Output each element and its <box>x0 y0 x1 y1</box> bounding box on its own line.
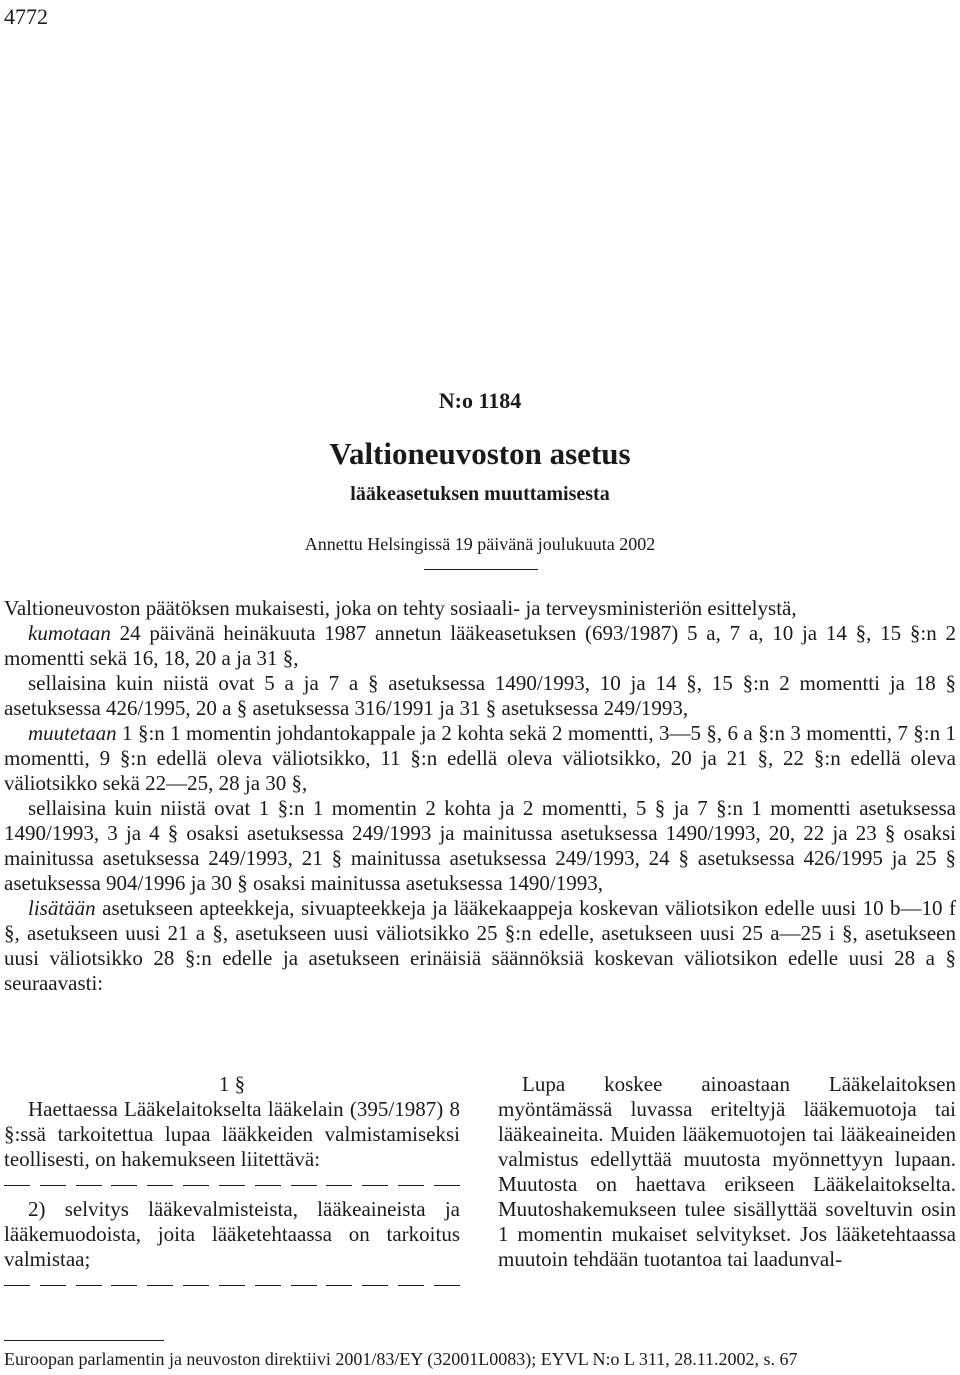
document-subtitle: lääkeasetuksen muuttamisesta <box>350 483 610 505</box>
omission-dashes <box>4 1172 460 1197</box>
repeal-keyword: kumotaan <box>28 621 111 645</box>
document-dateline: Annettu Helsingissä 19 päivänä joulukuuta 2002 <box>304 534 656 554</box>
amend-keyword: muutetaan <box>28 721 117 745</box>
section-paragraph: Haettaessa Lääkelaitokselta lääkelain (395/1987) 8 §:ssä tarkoitettua lupaa lääkkeiden valmistamiseksi teollisesti, on hakemukseen liitettävä: <box>4 1097 460 1171</box>
amend-text: 1 §:n 1 momentin johdantokappale ja 2 kohta sekä 2 momentti, 3—5 §, 6 a §:n 3 momentti, 7 §:n 1 momentti, 9 §:n edellä oleva väliotsikko, 11 §:n edellä oleva väliotsikko, 20 ja 21 §, 22 §:n edellä oleva väliotsikko sekä 22—25, 28 ja 30 §, <box>4 721 956 795</box>
omission-dashes <box>4 1272 460 1297</box>
amend-amendments-paragraph: sellaisina kuin niistä ovat 1 §:n 1 momentin 2 kohta ja 2 momentti, 5 § ja 7 §:n 1 momentti asetuksessa 1490/1993, 3 ja 4 § osaksi asetuksessa 249/1993 ja mainitussa asetuksessa 1490/1993, 20, 22 ja 23 § osaksi mainitussa asetuksessa 249/1993, 21 § mainitussa asetuksessa 249/1993, 24 § asetuksessa 426/1995 ja 25 § asetuksessa 904/1996 ja 30 § osaksi mainitussa asetuksessa 1490/1993, <box>4 796 956 895</box>
preamble-paragraph: Valtioneuvoston päätöksen mukaisesti, joka on tehty sosiaali- ja terveysministeriön esittelystä, <box>4 596 797 620</box>
section-heading: 1 § <box>218 1072 246 1096</box>
amend-paragraph <box>4 721 956 796</box>
footnote-divider <box>4 1340 164 1341</box>
section-item-2: 2) selvitys lääkevalmisteista, lääkeaineista ja lääkemuodoista, joita lääketehtaassa on tarkoitus valmistaa; <box>4 1197 460 1271</box>
document-title: Valtioneuvoston asetus <box>329 436 631 471</box>
repeal-amendments-paragraph: sellaisina kuin niistä ovat 5 a ja 7 a § asetuksessa 1490/1993, 10 ja 14 §, 15 §:n 2 momentti ja 18 § asetuksessa 426/1995, 20 a § asetuksessa 316/1991 ja 31 § asetuksessa 249/1993, <box>4 671 956 720</box>
preamble <box>4 596 956 996</box>
add-text: asetukseen apteekkeja, sivuapteekkeja ja lääkekaappeja koskevan väliotsikon edelle uusi 10 b—10 f §, asetukseen uusi 21 a §, asetukseen uusi väliotsikko 25 §:n edelle, asetukseen uusi 25 a—25 i §, asetukseen uusi väliotsikko 28 §:n edelle ja asetukseen erinäisiä säännöksiä koskevan väliotsikon edelle uusi 28 a § seuraavasti: <box>4 896 956 995</box>
document-number: N:o 1184 <box>438 388 522 413</box>
license-paragraph: Lupa koskee ainoastaan Lääkelaitoksen myöntämässä luvassa eriteltyjä lääkemuotoja tai lääkeaineita. Muiden lääkemuotojen tai lääkeaineiden valmistus edellyttää muutosta myönnettyyn lupaan. Muutosta on haettava erikseen Lääkelaitokselta. Muutoshakemukseen tulee sisällyttää soveltuvin osin 1 momentin mukaiset selvitykset. Jos lääketehtaassa muutoin tehdään tuotantoa tai laadunval- <box>498 1072 956 1271</box>
footnote: Euroopan parlamentin ja neuvoston direktiivi 2001/83/EY (32001L0083); EYVL N:o L 311, 28.11.2002, s. 67 <box>4 1349 798 1369</box>
add-keyword: lisätään <box>28 896 96 920</box>
right-column <box>498 1072 956 1272</box>
repeal-text: 24 päivänä heinäkuuta 1987 annetun lääkeasetuksen (693/1987) 5 a, 7 a, 10 ja 14 §, 15 §:n 2 momentti sekä 16, 18, 20 a ja 31 §, <box>4 621 956 670</box>
add-paragraph <box>4 896 956 996</box>
page-number: 4772 <box>4 4 48 29</box>
repeal-paragraph <box>4 621 956 671</box>
left-column <box>4 1072 460 1297</box>
title-divider <box>424 569 538 570</box>
